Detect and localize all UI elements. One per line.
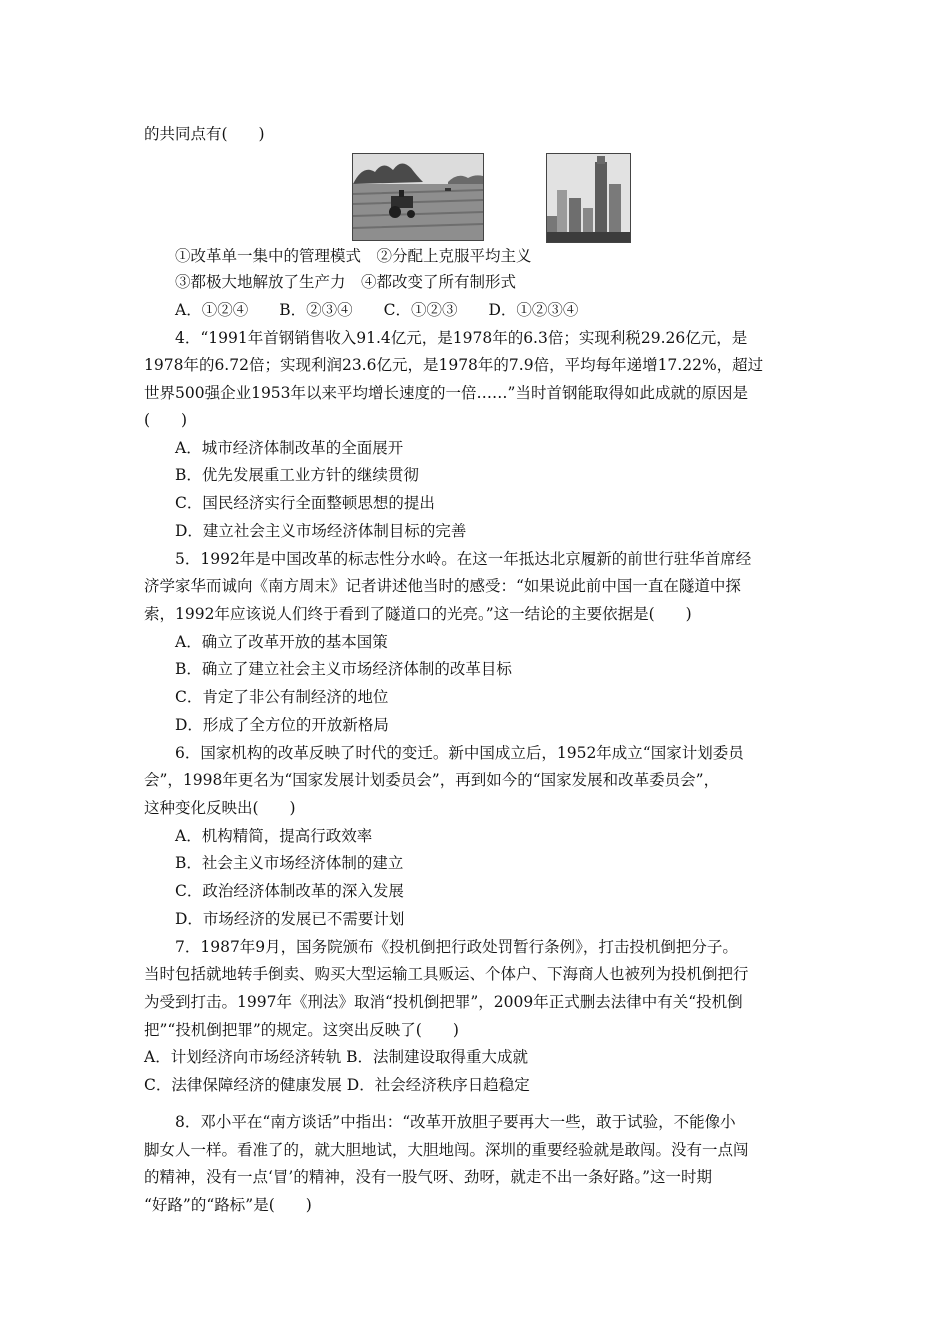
q3-stem-tail: 的共同点有( ) — [144, 125, 265, 143]
q6-stem-line-3: 这种变化反映出( ) — [144, 799, 296, 817]
q6-option-c: C．政治经济体制改革的深入发展 — [175, 882, 404, 900]
q8-stem-line-1: 8．邓小平在“南方谈话”中指出：“改革开放胆子要再大一些，敢于试验，不能像小 — [175, 1113, 736, 1131]
q7-options-cd: C．法律保障经济的健康发展 D．社会经济秩序日趋稳定 — [144, 1076, 530, 1094]
q6-option-d: D．市场经济的发展已不需要计划 — [175, 910, 405, 928]
q8-stem-line-3: 的精神，没有一点‘冒’的精神，没有一股气呀、劲呀，就走不出一条好路。”这一时期 — [144, 1168, 713, 1186]
q3-options: A．①②④ B．②③④ C．①②③ D．①②③④ — [175, 301, 579, 319]
q8-stem-line-4: “好路”的“路标”是( ) — [144, 1196, 312, 1214]
q4-stem-line-3: 世界500强企业1953年以来平均增长速度的一倍……”当时首钢能取得如此成就的原因是 — [144, 384, 748, 402]
q6-stem-line-2: 会”，1998年更名为“国家发展计划委员会”，再到如今的“国家发展和改革委员会”， — [144, 771, 720, 789]
q7-stem-line-4: 把”“投机倒把罪”的规定。这突出反映了( ) — [144, 1021, 459, 1039]
q4-option-d: D．建立社会主义市场经济体制目标的完善 — [175, 522, 467, 540]
q7-stem-line-2: 当时包括就地转手倒卖、购买大型运输工具贩运、个体户、下海商人也被列为投机倒把行 — [144, 965, 749, 983]
q4-option-c: C．国民经济实行全面整顿思想的提出 — [175, 494, 435, 512]
q7-stem-line-3: 为受到打击。1997年《刑法》取消“投机倒把罪”，2009年正式删去法律中有关“投机倒 — [144, 993, 743, 1011]
q4-option-b: B．优先发展重工业方针的继续贯彻 — [175, 466, 419, 484]
q3-statement-2: ③都极大地解放了生产力 ④都改变了所有制形式 — [175, 273, 517, 291]
q5-stem-line-2: 济学家华而诚向《南方周末》记者讲述他当时的感受：“如果说此前中国一直在隧道中探 — [144, 577, 741, 595]
q6-option-b: B．社会主义市场经济体制的建立 — [175, 854, 404, 872]
q4-option-a: A．城市经济体制改革的全面展开 — [175, 439, 404, 457]
q5-option-c: C．肯定了非公有制经济的地位 — [175, 688, 389, 706]
q4-stem-line-1: 4．“1991年首钢销售收入91.4亿元，是1978年的6.3倍；实现利税29.26亿元，是 — [175, 329, 748, 347]
q5-option-d: D．形成了全方位的开放新格局 — [175, 716, 389, 734]
q5-option-b: B．确立了建立社会主义市场经济体制的改革目标 — [175, 660, 512, 678]
q8-stem-line-2: 脚女人一样。看准了的，就大胆地试，大胆地闯。深圳的重要经验就是敢闯。没有一点闯 — [144, 1141, 749, 1159]
q4-stem-line-2: 1978年的6.72倍；实现利润23.6亿元，是1978年的7.9倍，平均每年递增17.22%，超过 — [144, 356, 764, 374]
city-skyscraper-photo — [546, 153, 631, 243]
q6-stem-line-1: 6．国家机构的改革反映了时代的变迁。新中国成立后，1952年成立“国家计划委员 — [175, 744, 744, 762]
q6-option-a: A．机构精简，提高行政效率 — [175, 827, 373, 845]
q3-statement-1: ①改革单一集中的管理模式 ②分配上克服平均主义 — [175, 247, 532, 265]
q7-stem-line-1: 7．1987年9月，国务院颁布《投机倒把行政处罚暂行条例》，打击投机倒把分子。 — [175, 938, 738, 956]
q4-stem-line-4: ( ) — [144, 411, 188, 429]
q5-stem-line-1: 5．1992年是中国改革的标志性分水岭。在这一年抵达北京履新的前世行驻华首席经 — [175, 550, 752, 568]
q5-option-a: A．确立了改革开放的基本国策 — [175, 633, 388, 651]
farm-tractor-photo — [352, 153, 484, 241]
q5-stem-line-3: 索，1992年应该说人们终于看到了隧道口的光亮。”这一结论的主要依据是( ) — [144, 605, 692, 623]
q7-options-ab: A．计划经济向市场经济转轨 B．法制建设取得重大成就 — [144, 1048, 529, 1066]
